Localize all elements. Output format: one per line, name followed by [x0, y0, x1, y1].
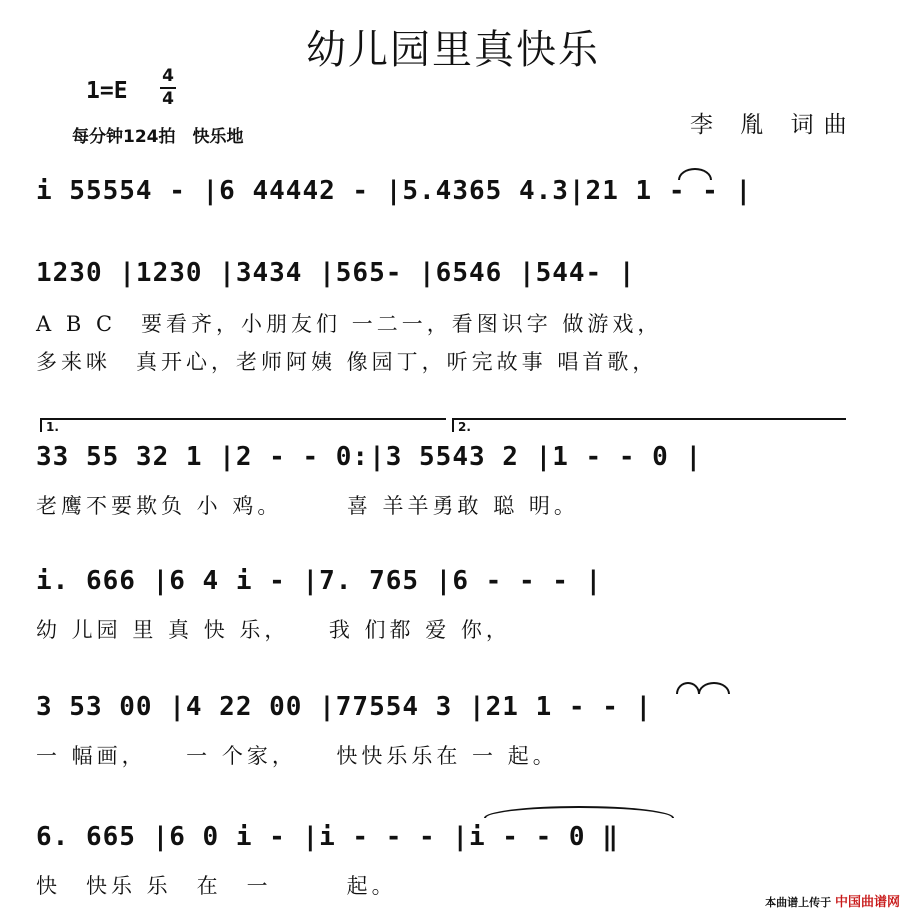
- notes-row-3: 33 55 32 1 |2 - - 0:|3 5543 2 |1 - - 0 |: [36, 442, 703, 472]
- tempo-marking: 每分钟124拍 快乐地: [72, 127, 244, 147]
- score-title: 幼儿园里真快乐: [306, 27, 600, 73]
- volta-2-bracket: [452, 418, 846, 432]
- notes-row-6: 6. 665 |6 0 i - |i - - - |i - - 0 ‖: [36, 822, 619, 852]
- time-signature-bottom: 4: [162, 89, 174, 109]
- volta-2-label: 2.: [458, 420, 471, 434]
- upload-credit-text: 本曲谱上传于: [765, 896, 832, 909]
- notes-row-1: i 55554 - |6 44442 - |5.4365 4.3|21 1 - - |: [36, 176, 753, 206]
- lyrics-row-3: 老鹰不要欺负 小 鸡。 喜 羊羊勇敢 聪 明。: [36, 494, 579, 518]
- tie-arc: [698, 682, 730, 694]
- lyrics-row-5: 一 幅画， 一 个家， 快快乐乐在 一 起。: [36, 744, 558, 768]
- author-credit: 李 胤 词曲: [690, 112, 857, 138]
- volta-1-label: 1.: [46, 420, 59, 434]
- lyrics-row-2a: A B C 要看齐，小朋友们 一二一，看图识字 做游戏，: [36, 312, 663, 336]
- upload-credit: [765, 891, 900, 910]
- site-logo[interactable]: 中国曲谱网: [834, 895, 900, 910]
- tie-arc: [484, 806, 674, 818]
- notes-row-2: 1230 |1230 |3434 |565- |6546 |544- |: [36, 258, 636, 288]
- tie-arc: [678, 168, 712, 180]
- notes-row-4: i. 666 |6 4 i - |7. 765 |6 - - - |: [36, 566, 603, 596]
- lyrics-row-4: 幼 儿园 里 真 快 乐， 我 们都 爱 你，: [36, 618, 511, 642]
- lyrics-row-2b: 多来咪 真开心，老师阿姨 像园丁，听完故事 唱首歌，: [36, 350, 658, 374]
- time-signature-top: 4: [162, 66, 174, 86]
- time-signature: [158, 66, 178, 110]
- tie-arc: [676, 682, 700, 694]
- key-signature: 1=E: [86, 78, 128, 104]
- volta-1-bracket: [40, 418, 446, 432]
- notes-row-5: 3 53 00 |4 22 00 |77554 3 |21 1 - - |: [36, 692, 653, 722]
- lyrics-row-6: 快 快乐 乐 在 一 起。: [36, 874, 397, 898]
